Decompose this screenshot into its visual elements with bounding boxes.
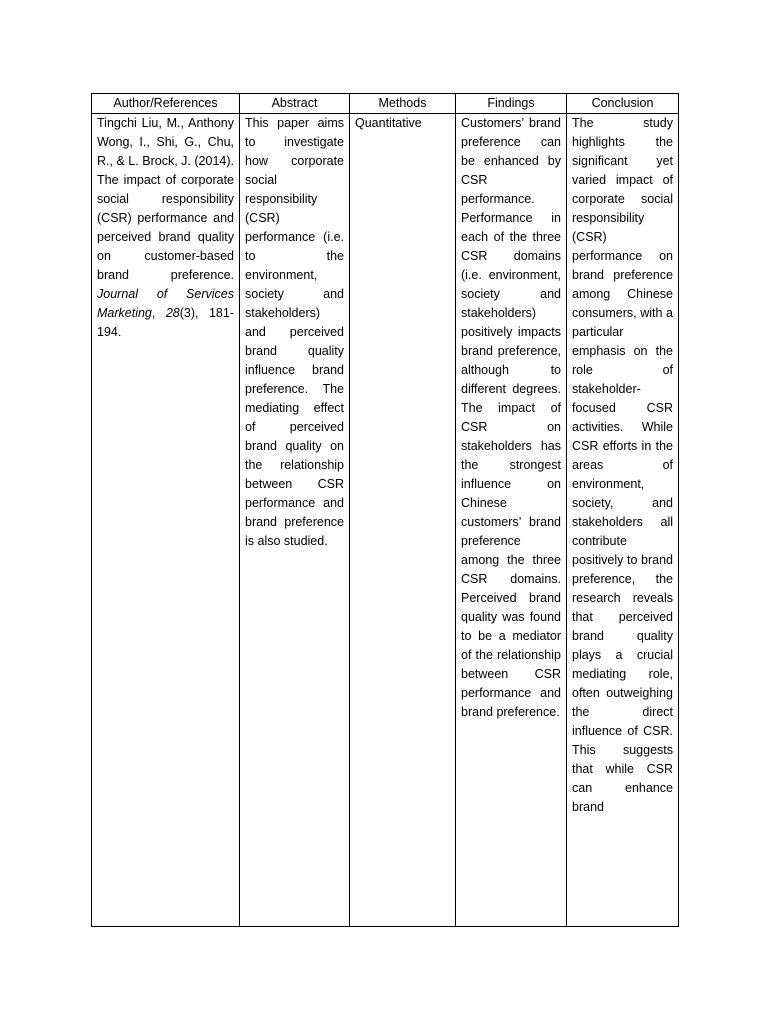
conclusion-text: The study highlights the significant yet varied impact of corporate social responsibility (CSR) performance on brand preference among Chinese consumers, with a particular emphasis on the role of stakeholder-focused CSR activities. While CSR efforts in the areas of environment, society, and stakeholders all contribute positively to brand preference, the research reveals that perceived brand quality plays a crucial mediating role, often outweighing the direct influence of CSR. This suggests that while CSR can enhance brand — [572, 116, 673, 814]
cell-author-reference — [92, 114, 240, 927]
reference-volume: 28 — [165, 306, 180, 320]
cell-findings — [456, 114, 567, 927]
abstract-text: This paper aims to investigate how corporate social responsibility (CSR) performance (i.e. to the environment, society and stakeholders) and perceived brand quality influence brand preference. The mediating effect of perceived brand quality on the relationship between CSR performance and brand preference is also studied. — [245, 116, 344, 548]
cell-conclusion — [567, 114, 679, 927]
header-findings: Findings — [456, 94, 567, 114]
methods-text: Quantitative — [355, 116, 422, 130]
findings-text: Customers’ brand preference can be enhanced by CSR performance. Performance in each of the three CSR domains (i.e. environment, society and stakeholders) positively impacts brand preference, although to different degrees. The impact of CSR on stakeholders has the strongest influence on Chinese customers’ brand preference among the three CSR domains. Perceived brand quality was found to be a mediator of the relationship between CSR performance and brand preference. — [461, 116, 561, 719]
table-row — [92, 114, 679, 927]
cell-abstract — [240, 114, 350, 927]
reference-separator: , — [151, 306, 166, 320]
header-conclusion: Conclusion — [567, 94, 679, 114]
reference-authors-title: Tingchi Liu, M., Anthony Wong, I., Shi, G., Chu, R., & L. Brock, J. (2014). The impact of corporate social responsibility (CSR) performance and perceived brand quality on customer-based brand preference. — [97, 116, 234, 282]
header-methods: Methods — [350, 94, 456, 114]
cell-methods — [350, 114, 456, 927]
literature-review-table — [91, 93, 679, 927]
reference-journal: Journal of Services Marketing — [97, 287, 234, 320]
table-header-row — [92, 94, 679, 114]
reference-issue-pages: (3), 181-194. — [97, 306, 234, 339]
header-author-references: Author/References — [92, 94, 240, 114]
header-abstract: Abstract — [240, 94, 350, 114]
